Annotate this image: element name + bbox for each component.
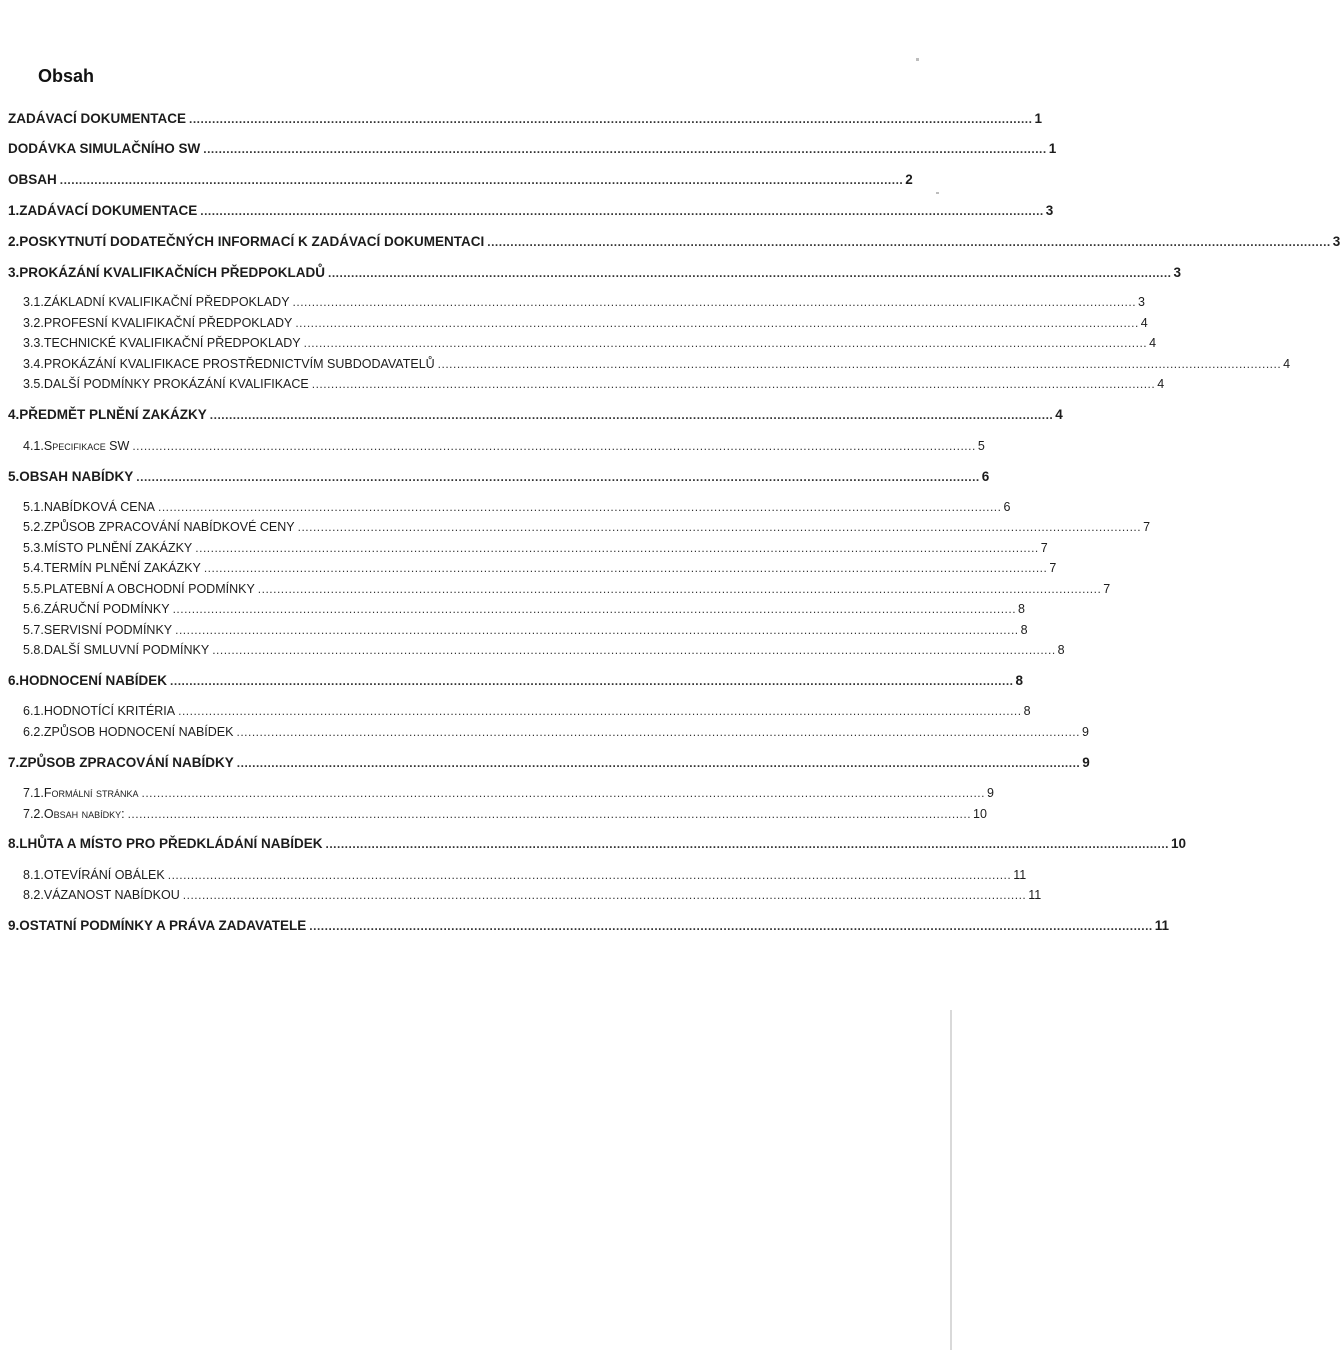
toc-entry-number: 5.5.	[23, 582, 44, 596]
toc-entry-number: 4.	[8, 407, 20, 422]
toc-entry-title: OBSAH NABÍDKY	[19, 469, 134, 484]
toc-entry-page: 9	[1081, 725, 1089, 739]
toc-leader-dots: ............................................................................................................................................................................................................................	[309, 919, 1153, 933]
toc-entry	[23, 723, 1089, 741]
toc-entry-title: OTEVÍRÁNÍ OBÁLEK	[43, 868, 165, 882]
toc-entry-title: ZADÁVACÍ DOKUMENTACE	[8, 111, 186, 126]
toc-entry-title: LHŮTA A MÍSTO PRO PŘEDKLÁDÁNÍ NABÍDEK	[19, 836, 323, 851]
toc-entry-number: 5.	[8, 469, 20, 484]
toc-entry	[8, 233, 1340, 251]
toc-leader-dots: ............................................................................................................................................................................................................................	[59, 173, 904, 187]
toc-entry-number: 6.	[8, 673, 20, 688]
toc-entry-page: 11	[1013, 868, 1027, 882]
toc-entry	[8, 140, 1057, 158]
toc-leader-dots: ............................................................................................................................................................................................................................	[127, 807, 972, 821]
toc-entry-number: 7.	[8, 755, 20, 770]
toc-entry-page: 7	[1143, 520, 1151, 534]
toc-entry-page: 10	[973, 807, 987, 821]
toc-entry-number: 3.4.	[23, 357, 44, 371]
toc-entry-title: SERVISNÍ PODMÍNKY	[43, 623, 173, 637]
toc-entry-title: PROFESNÍ KVALIFIKAČNÍ PŘEDPOKLADY	[43, 316, 293, 330]
toc-leader-dots: ............................................................................................................................................................................................................................	[167, 868, 1012, 882]
toc-entry-title: OBSAH	[8, 172, 57, 187]
toc-leader-dots: ............................................................................................................................................................................................................................	[295, 316, 1139, 330]
toc-leader-dots: ............................................................................................................................................................................................................................	[297, 520, 1142, 534]
toc-entry-page: 8	[1020, 623, 1028, 637]
toc-leader-dots: ............................................................................................................................................................................................................................	[292, 295, 1137, 309]
toc-leader-dots: ............................................................................................................................................................................................................................	[172, 602, 1017, 616]
page-heading: Obsah	[38, 66, 95, 86]
toc-leader-dots: ............................................................................................................................................................................................................................	[325, 837, 1169, 851]
toc-entry-number: 3.1.	[23, 295, 44, 309]
toc-entry-title: HODNOCENÍ NABÍDEK	[19, 673, 168, 688]
toc-entry-number: 6.2.	[23, 725, 44, 739]
toc-entry	[8, 835, 1187, 853]
toc-entry-number: 3.	[8, 265, 20, 280]
scan-speck	[916, 58, 919, 61]
toc-entry-number: 4.1.	[23, 439, 44, 453]
toc-entry-title: Formální stránka	[43, 786, 139, 800]
toc-leader-dots: ............................................................................................................................................................................................................................	[203, 142, 1047, 156]
toc-entry-page: 7	[1103, 582, 1111, 596]
toc-entry-title: POSKYTNUTÍ DODATEČNÝCH INFORMACÍ K ZADÁVACÍ DOKUMENTACI	[19, 234, 485, 249]
toc-entry	[8, 171, 913, 189]
toc-entry-number: 5.4.	[23, 561, 44, 575]
toc-entry-title: MÍSTO PLNĚNÍ ZAKÁZKY	[43, 541, 193, 555]
toc-leader-dots: ............................................................................................................................................................................................................................	[136, 470, 980, 484]
toc-entry-number: 3.3.	[23, 336, 44, 350]
toc-entry-page: 6	[1003, 500, 1011, 514]
toc-entry	[8, 468, 990, 486]
toc-entry-number: 1.	[8, 203, 20, 218]
toc-entry	[23, 375, 1165, 393]
toc-entry	[23, 293, 1145, 311]
toc-leader-dots: ............................................................................................................................................................................................................................	[170, 674, 1014, 688]
toc-entry	[8, 202, 1054, 220]
toc-entry-page: 11	[1028, 888, 1042, 902]
toc-leader-dots: ............................................................................................................................................................................................................................	[203, 561, 1048, 575]
toc-entry-title: ZÁRUČNÍ PODMÍNKY	[43, 602, 170, 616]
toc-entry	[23, 539, 1048, 557]
toc-entry-title: Obsah nabídky:	[43, 807, 125, 821]
toc-leader-dots: ............................................................................................................................................................................................................................	[178, 704, 1022, 718]
toc-entry	[8, 264, 1182, 282]
toc-entry	[23, 805, 987, 823]
toc-entry-title: DALŠÍ SMLUVNÍ PODMÍNKY	[43, 643, 210, 657]
toc-entry	[23, 437, 985, 455]
toc-leader-dots: ............................................................................................................................................................................................................................	[212, 643, 1056, 657]
toc-entry-title: PŘEDMĚT PLNĚNÍ ZAKÁZKY	[19, 407, 207, 422]
toc-entry-title: PROKÁZÁNÍ KVALIFIKACE PROSTŘEDNICTVÍM SUBDODAVATELŮ	[43, 357, 435, 371]
toc-entry	[23, 621, 1028, 639]
toc-entry-number: 8.1.	[23, 868, 44, 882]
toc-entry-page: 6	[981, 469, 990, 484]
toc-entry	[8, 754, 1090, 772]
toc-entry	[23, 866, 1027, 884]
toc-entry-title: PROKÁZÁNÍ KVALIFIKAČNÍCH PŘEDPOKLADŮ	[19, 265, 326, 280]
toc-entry-number: 2.	[8, 234, 20, 249]
toc-entry-number: 5.1.	[23, 500, 44, 514]
toc-entry	[8, 917, 1170, 935]
toc-entry-title: ZADÁVACÍ DOKUMENTACE	[19, 203, 198, 218]
toc-entry-title: VÁZANOST NABÍDKOU	[43, 888, 180, 902]
toc-entry-number: 5.2.	[23, 520, 44, 534]
toc-entry	[23, 314, 1148, 332]
toc-entry	[23, 559, 1057, 577]
toc-entry-title: Specifikace SW	[43, 439, 130, 453]
toc-entry-page: 9	[986, 786, 994, 800]
toc-entry-page: 3	[1332, 234, 1340, 249]
toc-entry	[23, 355, 1291, 373]
toc-leader-dots: ............................................................................................................................................................................................................................	[141, 786, 985, 800]
toc-entry-number: 5.7.	[23, 623, 44, 637]
toc-entry-page: 4	[1283, 357, 1291, 371]
toc-entry	[23, 641, 1065, 659]
toc-leader-dots: ............................................................................................................................................................................................................................	[311, 377, 1156, 391]
toc-entry-title: ZPŮSOB HODNOCENÍ NABÍDEK	[43, 725, 234, 739]
scan-edge-mark	[950, 1010, 952, 1350]
toc-entry-page: 3	[1138, 295, 1145, 309]
toc-entry-page: 2	[905, 172, 913, 187]
toc-entry-title: ZPŮSOB ZPRACOVÁNÍ NABÍDKOVÉ CENY	[43, 520, 295, 534]
toc-entry-page: 7	[1049, 561, 1057, 575]
toc-leader-dots: ............................................................................................................................................................................................................................	[195, 541, 1039, 555]
toc-entry-page: 4	[1157, 377, 1165, 391]
toc-leader-dots: ............................................................................................................................................................................................................................	[236, 756, 1081, 770]
toc-entry-title: OSTATNÍ PODMÍNKY A PRÁVA ZADAVATELE	[19, 918, 307, 933]
toc-entry	[23, 784, 994, 802]
toc-entry-number: 8.2.	[23, 888, 44, 902]
toc-entry-title: HODNOTÍCÍ KRITÉRIA	[43, 704, 176, 718]
toc-leader-dots: ............................................................................................................................................................................................................................	[328, 266, 1172, 280]
toc-entry-number: 3.2.	[23, 316, 44, 330]
toc-entry-number: 9.	[8, 918, 20, 933]
toc-entry-title: PLATEBNÍ A OBCHODNÍ PODMÍNKY	[43, 582, 255, 596]
toc-entry-number: 6.1.	[23, 704, 44, 718]
toc-entry-number: 5.3.	[23, 541, 44, 555]
toc-entry	[23, 518, 1151, 536]
toc-entry	[8, 110, 1042, 128]
toc-entry	[23, 580, 1111, 598]
toc-entry-number: 7.1.	[23, 786, 44, 800]
toc-entry-number: 3.5.	[23, 377, 44, 391]
toc-entry-page: 3	[1045, 203, 1054, 218]
toc-leader-dots: ............................................................................................................................................................................................................................	[303, 336, 1148, 350]
toc-entry-page: 4	[1140, 316, 1148, 330]
toc-entry-title: ZPŮSOB ZPRACOVÁNÍ NABÍDKY	[19, 755, 234, 770]
toc-entry-title: TECHNICKÉ KVALIFIKAČNÍ PŘEDPOKLADY	[43, 336, 301, 350]
toc-entry-page: 4	[1149, 336, 1157, 350]
toc-entry-title: TERMÍN PLNĚNÍ ZAKÁZKY	[43, 561, 201, 575]
toc-entry	[23, 702, 1031, 720]
toc-leader-dots: ............................................................................................................................................................................................................................	[257, 582, 1102, 596]
toc-entry	[23, 886, 1042, 904]
toc-entry-number: 8.	[8, 836, 20, 851]
toc-entry-number: 5.6.	[23, 602, 44, 616]
toc-entry-page: 3	[1173, 265, 1182, 280]
toc-entry-title: DALŠÍ PODMÍNKY PROKÁZÁNÍ KVALIFIKACE	[43, 377, 309, 391]
toc-leader-dots: ............................................................................................................................................................................................................................	[132, 439, 976, 453]
toc-leader-dots: ............................................................................................................................................................................................................................	[200, 204, 1044, 218]
toc-entry-number: 5.8.	[23, 643, 44, 657]
toc-entry-page: 10	[1171, 836, 1187, 851]
toc-entry-page: 8	[1018, 602, 1025, 616]
scan-speck	[936, 192, 939, 194]
toc-leader-dots: ............................................................................................................................................................................................................................	[236, 725, 1080, 739]
toc-leader-dots: ............................................................................................................................................................................................................................	[209, 408, 1054, 422]
toc-entry	[8, 672, 1024, 690]
toc-entry-page: 1	[1034, 111, 1042, 126]
toc-entry-page: 8	[1023, 704, 1031, 718]
toc-entry-title: DODÁVKA SIMULAČNÍHO SW	[8, 141, 201, 156]
toc-entry-page: 9	[1082, 755, 1090, 770]
toc-entry-page: 7	[1040, 541, 1048, 555]
toc-entry-page: 11	[1154, 918, 1170, 933]
toc-leader-dots: ............................................................................................................................................................................................................................	[175, 623, 1019, 637]
toc-leader-dots: ............................................................................................................................................................................................................................	[158, 500, 1002, 514]
toc-entry-title: ZÁKLADNÍ KVALIFIKAČNÍ PŘEDPOKLADY	[43, 295, 290, 309]
toc-entry	[23, 334, 1157, 352]
toc-entry-number: 7.2.	[23, 807, 44, 821]
toc-entry-page: 5	[977, 439, 985, 453]
toc-entry-page: 4	[1055, 407, 1063, 422]
toc-entry-page: 8	[1015, 673, 1024, 688]
toc-entry	[8, 406, 1063, 424]
toc-entry-page: 8	[1057, 643, 1065, 657]
toc-entry	[23, 498, 1011, 516]
toc-leader-dots: ............................................................................................................................................................................................................................	[437, 357, 1282, 371]
toc-entry-title: NABÍDKOVÁ CENA	[43, 500, 155, 514]
toc-leader-dots: ............................................................................................................................................................................................................................	[189, 112, 1033, 126]
toc-entry-page: 1	[1048, 141, 1057, 156]
toc-leader-dots: ............................................................................................................................................................................................................................	[487, 235, 1331, 249]
toc-entry	[23, 600, 1025, 618]
toc-leader-dots: ............................................................................................................................................................................................................................	[182, 888, 1027, 902]
